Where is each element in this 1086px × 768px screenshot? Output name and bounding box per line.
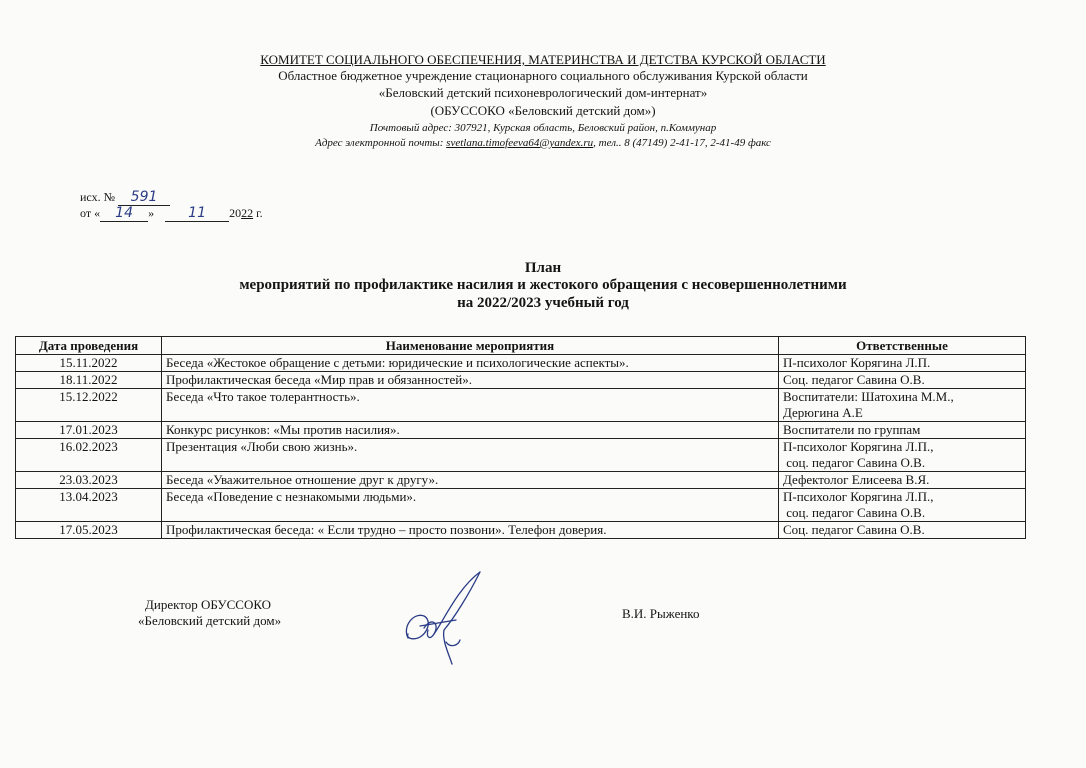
contact-line	[0, 137, 1086, 149]
date-month-field	[165, 206, 229, 222]
event-responsible	[779, 522, 1026, 539]
event-name: Профилактическая беседа «Мир прав и обязанностей».	[162, 372, 779, 389]
event-date: 16.02.2023	[16, 439, 162, 472]
plan-period: на 2022/2023 учебный год	[457, 295, 629, 311]
phones: , тел.. 8 (47149) 2-41-17, 2-41-49 факс	[593, 137, 771, 149]
committee-name: КОМИТЕТ СОЦИАЛЬНОГО ОБЕСПЕЧЕНИЯ, МАТЕРИНСТВА И ДЕТСТВА КУРСКОЙ ОБЛАСТИ	[260, 52, 826, 67]
event-date: 13.04.2023	[16, 489, 162, 522]
table-row	[16, 489, 1026, 522]
responsible-person: Соц. педагог Савина О.В.	[783, 372, 925, 387]
date-month: 11	[188, 205, 206, 221]
header-event: Наименование мероприятия	[162, 337, 779, 355]
table-header-row	[16, 337, 1026, 355]
event-date: 15.11.2022	[16, 355, 162, 372]
table-row	[16, 422, 1026, 439]
responsible-person: Дефектолог Елисеева В.Я.	[783, 472, 930, 487]
date-year-end: г.	[253, 206, 263, 220]
responsible-person: соц. педагог Савина О.В.	[783, 455, 926, 470]
outgoing-number-line	[80, 190, 263, 206]
event-responsible	[779, 472, 1026, 489]
email-label: Адрес электронной почты:	[315, 137, 447, 149]
date-open-label: от «	[80, 206, 101, 220]
event-name: Беседа «Что такое толерантность».	[162, 389, 779, 422]
responsible-person: Дерюгина А.Е	[783, 405, 863, 420]
director-title: Директор ОБУССОКО	[145, 597, 272, 612]
plan-subtitle: мероприятий по профилактике насилия и жестокого обращения с несовершеннолетними	[239, 277, 847, 293]
event-name: Конкурс рисунков: «Мы против насилия».	[162, 422, 779, 439]
date-separator: »	[148, 206, 155, 220]
event-date: 23.03.2023	[16, 472, 162, 489]
date-day: 14	[115, 205, 133, 221]
table-row	[16, 472, 1026, 489]
email-link[interactable]: svetlana.timofeeva64@yandex.ru	[446, 137, 594, 149]
responsible-person: П-психолог Корягина Л.П.	[783, 355, 931, 370]
event-name: Беседа «Уважительное отношение друг к другу».	[162, 472, 779, 489]
event-name: Профилактическая беседа: « Если трудно – просто позвони». Телефон доверия.	[162, 522, 779, 539]
header-date: Дата проведения	[16, 337, 162, 355]
postal-address: Почтовый адрес: 307921, Курская область, Беловский район, п.Коммунар	[369, 122, 717, 134]
event-name: Презентация «Люби свою жизнь».	[162, 439, 779, 472]
responsible-person: Воспитатели по группам	[783, 422, 921, 437]
table-row	[16, 439, 1026, 472]
event-date: 17.01.2023	[16, 422, 162, 439]
institution-name-2: «Беловский детский психоневрологический дом-интернат»	[378, 85, 708, 100]
event-date: 17.05.2023	[16, 522, 162, 539]
responsible-person: Соц. педагог Савина О.В.	[783, 522, 925, 537]
director-name: В.И. Рыженко	[622, 606, 700, 621]
responsible-person: Воспитатели: Шатохина М.М.,	[783, 389, 954, 404]
event-name: Беседа «Поведение с незнакомыми людьми».	[162, 489, 779, 522]
plan-title: План	[524, 260, 562, 276]
date-day-field	[100, 206, 148, 222]
signature-icon	[398, 568, 498, 668]
outgoing-number-label: исх. №	[80, 190, 116, 204]
outgoing-number-field	[118, 190, 170, 206]
event-responsible	[779, 372, 1026, 389]
outgoing-number: 591	[130, 189, 158, 205]
responsible-person: П-психолог Корягина Л.П.,	[783, 489, 934, 504]
responsible-person: П-психолог Корягина Л.П.,	[783, 439, 934, 454]
event-responsible	[779, 355, 1026, 372]
header-responsible: Ответственные	[779, 337, 1026, 355]
table-row	[16, 372, 1026, 389]
institution-name: Областное бюджетное учреждение стационарного социального обслуживания Курской области	[278, 68, 808, 83]
handwritten-signature	[398, 568, 498, 673]
outgoing-reference	[80, 190, 263, 222]
table-row	[16, 522, 1026, 539]
table-row	[16, 389, 1026, 422]
institution-short-name: (ОБУССОКО «Беловский детский дом»)	[430, 103, 656, 118]
table-row	[16, 355, 1026, 372]
events-table	[15, 336, 1026, 539]
outgoing-date-line	[80, 206, 263, 222]
event-responsible	[779, 422, 1026, 439]
date-year-suffix: 22	[241, 206, 254, 220]
event-date: 18.11.2022	[16, 372, 162, 389]
event-responsible	[779, 489, 1026, 522]
event-name: Беседа «Жестокое обращение с детьми: юридические и психологические аспекты».	[162, 355, 779, 372]
event-responsible	[779, 389, 1026, 422]
event-responsible	[779, 439, 1026, 472]
responsible-person: соц. педагог Савина О.В.	[783, 505, 926, 520]
director-organization: «Беловский детский дом»	[138, 613, 282, 628]
date-year-prefix: 20	[229, 206, 242, 220]
event-date: 15.12.2022	[16, 389, 162, 422]
